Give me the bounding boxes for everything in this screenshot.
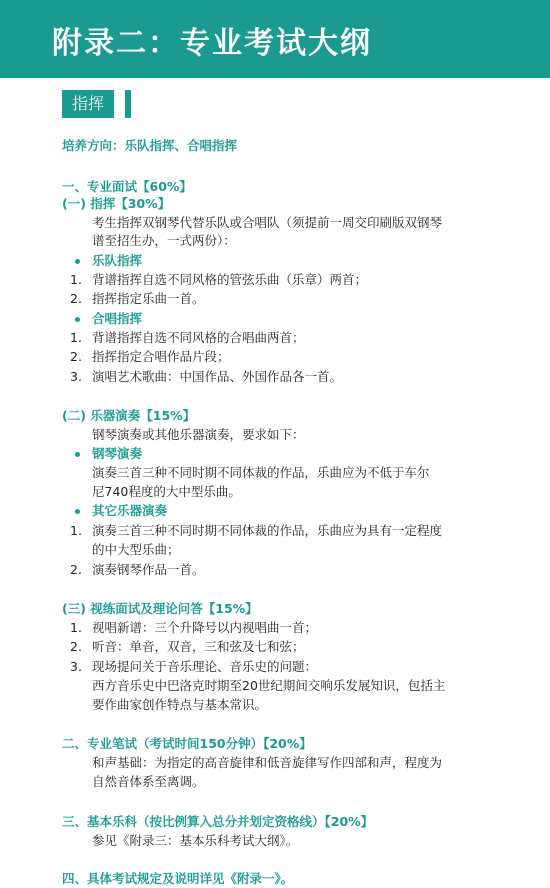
sub3-item-3-line2: 西方音乐史中巴洛克时期至20世纪期间交响乐发展知识，包括主 [92,678,446,693]
piano-text-line1: 演奏三首三种不同时期不同体裁的作品，乐曲应为不低于车尔 [92,465,430,480]
sub2-intro: 钢琴演奏或其他乐器演奏，要求如下： [92,427,305,442]
section-tab-conducting: 指挥 [62,90,114,118]
list-number: 1. [70,272,82,287]
sub2-heading: (二) 乐器演奏【15%】 [62,408,196,423]
part2-text-line1: 和声基础：为指定的高音旋律和低音旋律写作四部和声，程度为 [92,755,443,770]
list-number: 2. [70,639,82,654]
bullet-icon [75,259,80,264]
bullet-icon [75,317,80,322]
list-number: 2. [70,349,82,364]
list-number: 1. [70,523,82,538]
list-number: 2. [70,291,82,306]
choir-item-1: 背谱指挥自选不同风格的合唱曲两首； [92,330,305,345]
sub3-heading: (三) 视练面试及理论问答【15%】 [62,601,258,616]
training-direction: 培养方向：乐队指挥、合唱指挥 [62,138,238,153]
list-number: 1. [70,330,82,345]
part3-heading: 三、基本乐科（按比例算入总分并划定资格线）【20%】 [62,814,374,829]
page-title: 附录二：专业考试大纲 [52,26,372,61]
choir-conducting-label: 合唱指挥 [92,311,143,326]
list-number: 1. [70,620,82,635]
part2-heading: 二、专业笔试（考试时间150分钟）【20%】 [62,736,312,751]
band-item-1: 背谱指挥自选不同风格的管弦乐曲（乐章）两首； [92,272,368,287]
band-conducting-label: 乐队指挥 [92,253,143,268]
piano-text-line2: 尼740程度的大中型乐曲。 [92,484,241,499]
sub1-intro-line1: 考生指挥双钢琴代替乐队或合唱队（须提前一周交印刷版双钢琴 [92,215,443,230]
sub3-item-3-line1: 现场提问关于音乐理论、音乐史的问题： [92,659,318,674]
sub3-item-2: 听音：单音，双音，三和弦及七和弦； [92,639,305,654]
bullet-icon [75,452,80,457]
header-banner [0,0,550,78]
list-number: 3. [70,369,82,384]
sub1-intro-line2: 谱至招生办，一式两份）： [92,233,236,248]
other-item-1-line1: 演奏三首三种不同时期不同体裁的作品，乐曲应为具有一定程度 [92,523,443,538]
other-item-1-line2: 的中大型乐曲； [92,542,180,557]
choir-item-2: 指挥指定合唱作品片段； [92,349,230,364]
piano-label: 钢琴演奏 [92,446,143,461]
band-item-2: 指挥指定乐曲一首。 [92,291,205,306]
sub1-heading: (一) 指挥【30%】 [62,196,171,211]
sub3-item-1: 视唱新谱：三个升降号以内视唱曲一首； [92,620,318,635]
section-tab-accent-bar [125,90,131,118]
part2-text-line2: 自然音体系至离调。 [92,774,205,789]
part3-text: 参见《附录三：基本乐科考试大纲》。 [92,833,299,848]
sub3-item-3-line3: 要作曲家创作特点与基本常识。 [92,697,268,712]
other-instrument-label: 其它乐器演奏 [92,503,168,518]
part4-heading: 四、具体考试规定及说明详见《附录一》。 [62,871,294,886]
bullet-icon [75,509,80,514]
list-number: 2. [70,562,82,577]
list-number: 3. [70,659,82,674]
choir-item-3: 演唱艺术歌曲：中国作品、外国作品各一首。 [92,369,343,384]
part1-heading: 一、专业面试【60%】 [62,179,192,194]
other-item-2: 演奏钢琴作品一首。 [92,562,205,577]
